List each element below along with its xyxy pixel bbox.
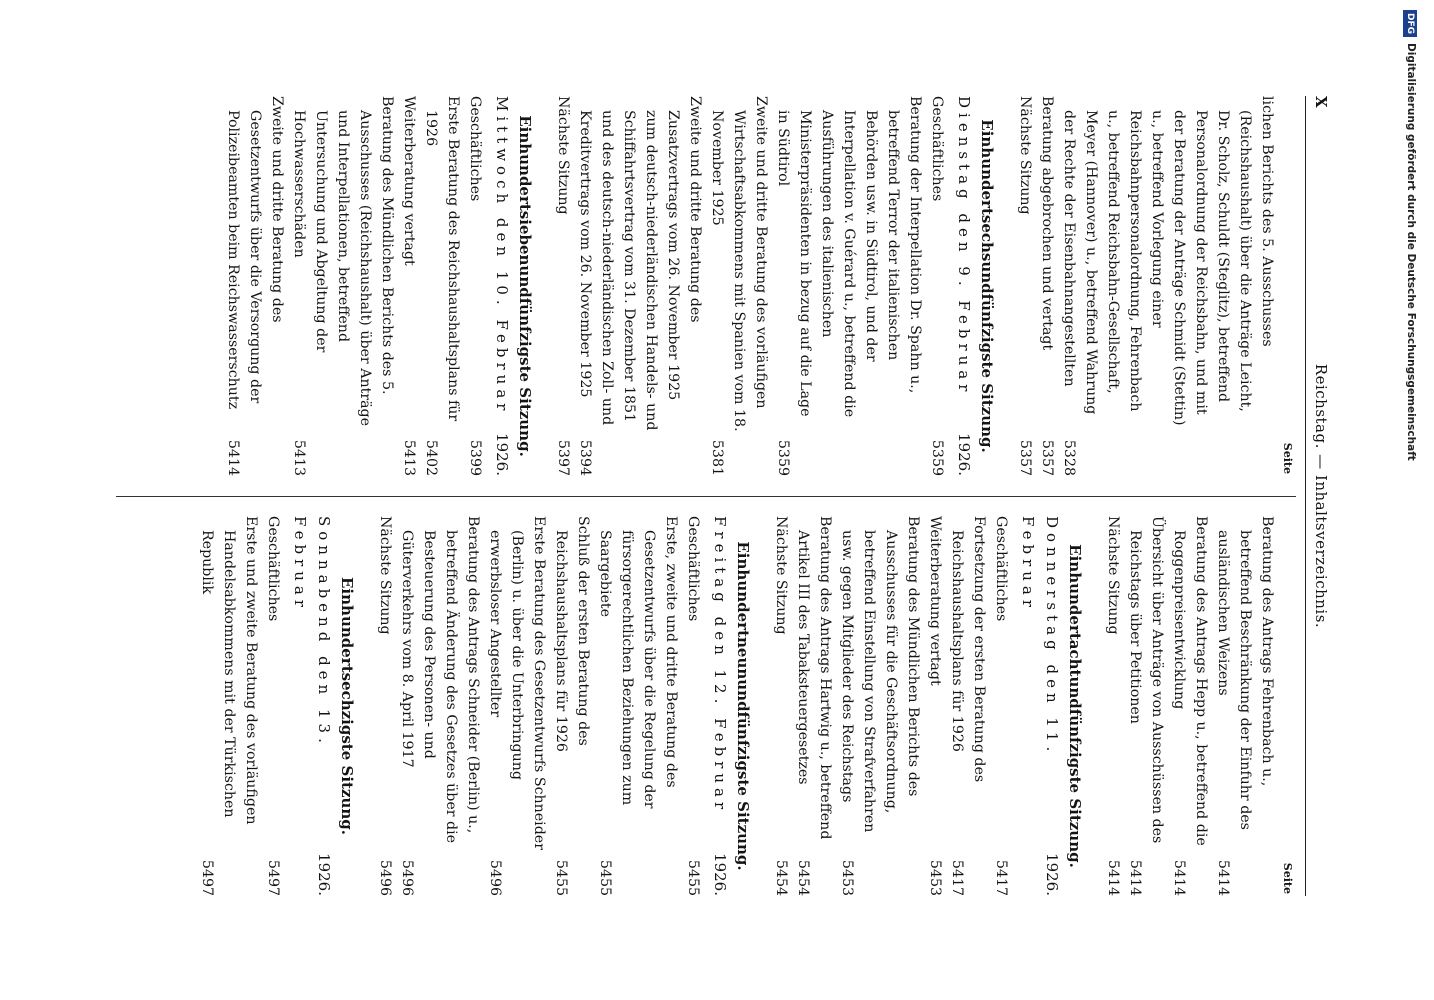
- toc-entry-text: Beratung des Antrags Schneider (Berlin) u., betreffend Änderung des Gesetzes über die Besteuerung des Personen- und Güterverkehrs vom 8. April 1917: [399, 516, 481, 844]
- toc-entry-text: Fortsetzung der ersten Beratung des Reichshaushaltsplans für 1926: [949, 516, 987, 783]
- session-year: 1926.: [493, 433, 511, 476]
- session-title-158: Einhundertachtundfünfzigste Sitzung.: [1066, 544, 1084, 868]
- session-title-159: Einhundertneunundfünfzigste Sitzung.: [734, 541, 752, 871]
- toc-entry-page: 5359: [929, 439, 945, 476]
- page-number: X: [1312, 96, 1330, 109]
- toc-entry: [1058, 96, 1278, 476]
- toc-entry: [484, 516, 550, 896]
- toc-entry-text: Weiterberatung vertagt: [927, 516, 943, 686]
- toc-entry: [706, 96, 772, 476]
- session-entries-159: [374, 516, 704, 896]
- toc-entry-text: Geschäftliches: [993, 516, 1009, 622]
- toc-entry: [770, 516, 792, 896]
- right-column: [116, 516, 1296, 896]
- toc-entry-text: Erste und zweite Beratung des vorläufigen Handelsabkommens mit der Türkischen Republik: [199, 516, 259, 825]
- toc-entry-text: Übersicht über Anträge von Ausschüssen des Reichstags über Petitionen: [1127, 516, 1165, 844]
- toc-entry-text: Erste, zweite und dritte Beratung des Gesetzentwurfs über die Regelung der fürsorgerechtlichen Beziehungen zum Saargebiete: [597, 516, 679, 809]
- session-title-157: Einhundertsiebenundfünfzigste Sitzung.: [516, 115, 534, 457]
- toc-entry-text: Nächste Sitzung: [1017, 96, 1033, 215]
- session-date-text: Mittwoch den 10. Februar: [493, 96, 511, 416]
- toc-entry-page: 5414: [1171, 859, 1187, 896]
- toc-entry-text: Zweite und dritte Beratung des Gesetzentwurfs über die Versorgung der Polizeibeamten beim Reichswasserschutz: [225, 96, 285, 410]
- toc-entry-text: Nächste Sitzung: [1105, 516, 1121, 635]
- digitization-credit: [1404, 10, 1418, 990]
- toc-entry: [262, 516, 284, 896]
- toc-entry-text: Nächste Sitzung: [773, 516, 789, 635]
- toc-entry-page: 5455: [685, 859, 701, 896]
- left-intro-entries: [1014, 96, 1278, 476]
- toc-entry: [196, 516, 262, 896]
- toc-entry-page: 5359: [775, 439, 791, 476]
- toc-entry: [374, 516, 396, 896]
- toc-entry-page: 5397: [555, 439, 571, 476]
- toc-entry-page: 5496: [399, 859, 415, 896]
- toc-entry-text: Weiterberatung vertagt: [401, 96, 417, 266]
- session-entries-156: [552, 96, 948, 476]
- session-entries-160: [196, 516, 284, 896]
- seite-label-left: Seite: [1281, 442, 1294, 474]
- toc-entry-page: 5414: [1215, 859, 1231, 896]
- toc-entry: [398, 96, 420, 476]
- toc-entry: [550, 516, 594, 896]
- toc-entry: [574, 96, 706, 476]
- toc-entry-page: 5453: [927, 859, 943, 896]
- toc-entry: [990, 516, 1012, 896]
- toc-entry-page: 5417: [949, 859, 965, 896]
- toc-entry-page: 5414: [1105, 859, 1121, 896]
- session-date-text: Donnerstag den 11. Februar: [1019, 516, 1061, 757]
- session-year: 1926.: [955, 433, 973, 476]
- toc-entry-page: 5357: [1017, 439, 1033, 476]
- session-date-text: Sonnabend den 13. Februar: [291, 516, 333, 748]
- column-divider: [116, 496, 1296, 497]
- toc-entry: [594, 516, 682, 896]
- toc-entry-page: 5394: [577, 439, 593, 476]
- toc-entry: [464, 96, 486, 476]
- toc-entry: [792, 516, 836, 896]
- toc-entry-page: 5496: [377, 859, 393, 896]
- toc-entry-page: 5497: [265, 859, 281, 896]
- toc-entry-text: Geschäftliches: [265, 516, 281, 622]
- toc-entry-page: 5413: [401, 439, 417, 476]
- running-title: Reichstag. — Inhaltsverzeichnis.: [1312, 363, 1330, 629]
- toc-entry: [1036, 96, 1058, 476]
- session-year: 1926.: [711, 853, 729, 896]
- toc-entry-text: Geschäftliches: [685, 516, 701, 622]
- running-head: [1308, 96, 1330, 896]
- toc-entry-page: 5455: [597, 859, 613, 896]
- toc-entry-text: Erste Beratung des Gesetzentwurfs Schneider (Berlin) u. über die Unterbringung erwerbsloser Angestellter: [487, 516, 547, 850]
- toc-entry-text: lichen Berichts des 5. Ausschusses (Reichshaushalt) über die Anträge Leicht, Dr. Scholz, Schuldt (Steglitz), betreffend Personalordnung der Reichsbahn, und mit der Beratung der Anträge Schmidt (Stettin) u., betreffend Vorlegung einer Reichsbahnpersonalordnung, Fehrenbach u., betreffend Reichsbahn-Gesellschaft, Meyer (Hannover) u., betreffend Wahrung der Rechte der Eisenbahnangestellten: [1061, 96, 1275, 426]
- toc-entry-page: 5454: [795, 859, 811, 896]
- left-column: [116, 96, 1296, 476]
- session-title-160: Einhundertsechzigste Sitzung.: [338, 577, 356, 835]
- toc-entry-text: Geschäftliches: [929, 96, 945, 202]
- toc-entry-text: Nächste Sitzung: [377, 516, 393, 635]
- toc-entry: [926, 96, 948, 476]
- toc-entry-text: Schluß der ersten Beratung des Reichshaushaltsplans für 1926: [553, 516, 591, 752]
- toc-entry: [836, 516, 924, 896]
- toc-entry-page: 5414: [1127, 859, 1143, 896]
- session-date-text: Freitag den 12. Februar: [711, 516, 729, 815]
- session-date-156: [952, 96, 976, 476]
- toc-entry-page: 5497: [199, 859, 215, 896]
- toc-entry-page: 5496: [487, 859, 503, 896]
- toc-entry-text: Beratung des Antrags Hartwig u., betreffend Artikel III des Tabaksteuergesetzes: [795, 516, 833, 840]
- toc-entry-text: Nächste Sitzung: [555, 96, 571, 215]
- session-date-158: [1016, 516, 1064, 896]
- session-date-157: [490, 96, 514, 476]
- session-entries-158: [770, 516, 1012, 896]
- toc-entry-page: 5357: [1039, 439, 1055, 476]
- toc-entry: [288, 96, 398, 476]
- session-title-156: Einhundertsechsundfünfzigste Sitzung.: [978, 119, 996, 453]
- session-year: 1926.: [1043, 853, 1061, 896]
- toc-entry-page: 5413: [291, 439, 307, 476]
- session-date-160: [288, 516, 336, 896]
- session-date-text: Dienstag den 9. Februar: [955, 96, 973, 397]
- toc-entry-text: Erste Beratung des Reichshaushaltsplans für 1926: [423, 96, 461, 422]
- toc-entry-page: 5454: [773, 859, 789, 896]
- credit-text: Digitalisierung gefördert durch die Deutsche Forschungsgemeinschaft: [1405, 43, 1417, 461]
- toc-entry-text: Geschäftliches: [467, 96, 483, 202]
- toc-entry: [222, 96, 288, 476]
- toc-entry-page: 5328: [1061, 439, 1077, 476]
- toc-entry-page: 5399: [467, 439, 483, 476]
- toc-entry-page: 5414: [225, 439, 241, 476]
- toc-entry-page: 5381: [709, 439, 725, 476]
- session-entries-157: [222, 96, 486, 476]
- toc-entry-text: Beratung der Interpellation Dr. Spahn u., betreffend Terror der italienischen Behörden usw. in Südtirol, und der Interpellation v. Guérard u., betreffend die Ausführungen des italienischen Ministerpräsidenten in bezug auf die Lage in Südtirol: [775, 96, 923, 418]
- rotated-page-content: [105, 96, 1330, 896]
- toc-entry: [1102, 516, 1124, 896]
- session-date-159: [708, 516, 732, 896]
- toc-entry-text: Zweite und dritte Beratung des Zusatzvertrags vom 26. November 1925 zum deutsch-niederländischen Handels- und Schiffahrtsvertrag vom 31. Dezember 1851 und des deutsch-niederländischen Zoll- und Kreditvertrags vom 26. November 1925: [577, 96, 703, 431]
- seite-label-right: Seite: [1281, 862, 1294, 894]
- toc-entry: [1168, 516, 1212, 896]
- header-rule: [1305, 96, 1306, 896]
- toc-entry: [772, 96, 926, 476]
- toc-entry: [552, 96, 574, 476]
- toc-entry-text: Zweite und dritte Beratung des vorläufigen Wirtschaftsabkommens mit Spanien vom 18. November 1925: [709, 96, 769, 432]
- toc-entry: [1212, 516, 1278, 896]
- toc-entry: [1124, 516, 1168, 896]
- toc-entry-page: 5417: [993, 859, 1009, 896]
- toc-entry-page: 5402: [423, 439, 439, 476]
- toc-entry-text: Beratung abgebrochen und vertagt: [1039, 96, 1055, 351]
- toc-entry-page: 5455: [553, 859, 569, 896]
- toc-entry-text: Beratung des Antrags Hepp u., betreffend die Roggenpreisentwicklung: [1171, 516, 1209, 846]
- toc-entry: [946, 516, 990, 896]
- toc-entry-text: Beratung des Antrags Fehrenbach u., betreffend Beschränkung der Einfuhr des ausländischen Weizens: [1215, 516, 1275, 830]
- session-year: 1926.: [315, 853, 333, 896]
- toc-entry: [1014, 96, 1036, 476]
- toc-entry-page: 5453: [839, 859, 855, 896]
- toc-entry-text: Beratung des Mündlichen Berichts des 5. Ausschusses (Reichshaushalt) über Anträge und Interpellationen, betreffend Untersuchung und Abgeltung der Hochwasserschäden: [291, 96, 395, 427]
- toc-entry: [924, 516, 946, 896]
- toc-entry: [682, 516, 704, 896]
- toc-entry: [396, 516, 484, 896]
- toc-entry-text: Beratung des Mündlichen Berichts des Ausschusses für die Geschäftsordnung, betreffend Einstellung von Strafverfahren usw. gegen Mitglieder des Reichstags: [839, 516, 921, 833]
- dfg-logo: DFG: [1403, 10, 1417, 37]
- toc-entry: [420, 96, 464, 476]
- right-intro-entries: [1102, 516, 1278, 896]
